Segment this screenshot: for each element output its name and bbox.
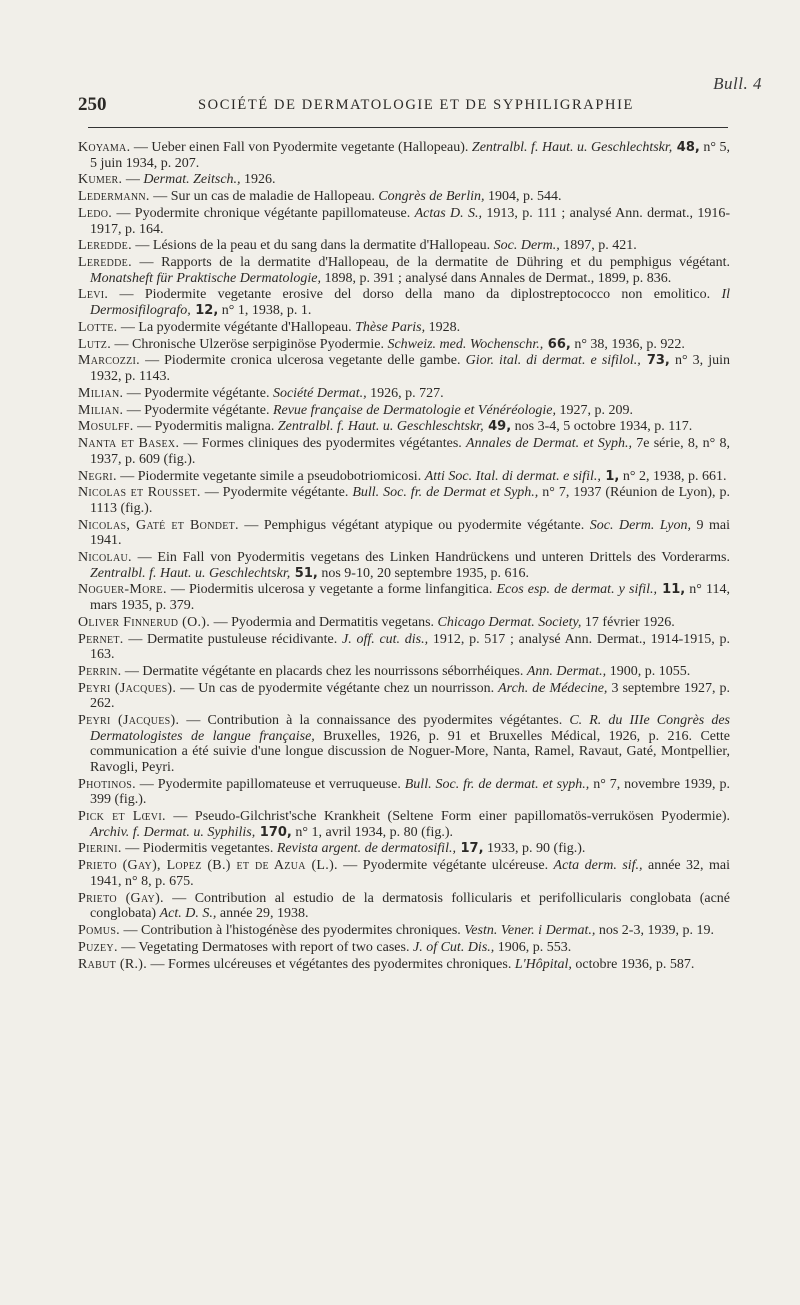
entry-volume: 12, <box>190 303 219 319</box>
entry-author: Nicolau. <box>78 550 132 566</box>
entry-details: n° 7, novembre 1939, p. 399 (fig.). <box>90 776 730 808</box>
entry-details: 1898, p. 391 ; analysé dans Annales de Dermat., 1899, p. 836. <box>320 270 672 286</box>
entry-details: 1933, p. 90 (fig.). <box>483 841 586 857</box>
entry-title: — Lésions de la peau et du sang dans la dermatite d'Hallopeau. <box>131 238 494 254</box>
entry-volume: 11, <box>657 582 686 598</box>
entry-title: — Piodermitis vegetantes. <box>121 841 277 857</box>
entry-source: Ecos esp. de dermat. y sifil., <box>496 582 658 598</box>
entry-title: — Pyodermite végétante. <box>200 485 353 501</box>
entry-details: 1912, p. 517 ; analysé Ann. Dermat., 1914-1915, p. 163. <box>90 631 731 663</box>
entry-source: Acta derm. sif., <box>553 858 643 874</box>
entry-title: — Piodermite cronica ulcerosa vegetante delle gambe. <box>139 353 466 369</box>
entry-author: Prieto (Gay), Lopez (B.) et de Azua (L.). <box>78 858 338 874</box>
entry-volume: 73, <box>640 353 670 369</box>
bibliography-entry <box>78 337 730 353</box>
entry-details: n° 114, mars 1935, p. 379. <box>90 582 730 613</box>
entry-source: Soc. Derm. Lyon, <box>589 517 691 533</box>
bibliography-entry <box>78 320 730 336</box>
bibliography-entry <box>78 189 730 205</box>
entry-volume: 49, <box>483 419 512 435</box>
entry-author: Kumer. <box>78 172 123 188</box>
entry-source: C. R. du IIIe Congrès des Dermatologistes de langue française, <box>90 713 730 744</box>
bibliography-entry <box>78 403 730 419</box>
bibliography-entry <box>78 777 730 808</box>
bibliography-entry <box>78 841 730 857</box>
entry-source: Thèse Paris, <box>355 319 426 335</box>
bibliography-entry <box>78 582 730 613</box>
entry-title: — Dermatite pustuleuse récidivante. <box>123 631 342 647</box>
entry-author: Nicolas et Rousset. <box>78 485 201 501</box>
entry-source: Zentralbl. f. Haut. u. Geschlechtskr, <box>90 565 291 581</box>
bibliography-entry <box>78 957 730 973</box>
entry-title: — Piodermite vegetante simile a pseudobotriomicosi. <box>116 468 425 484</box>
bibliography-entry <box>78 713 730 775</box>
entry-source: L'Hôpital, <box>514 956 572 972</box>
entry-author: Milian. <box>78 402 124 418</box>
entry-volume: 51, <box>290 565 318 581</box>
entry-details: 1927, p. 209. <box>555 402 633 418</box>
entry-source: Annales de Dermat. et Syph., <box>466 436 632 452</box>
entry-title: — Pyodermite végétante. <box>123 402 273 418</box>
entry-source: J. off. cut. dis., <box>342 631 429 647</box>
bibliography-entry <box>78 550 730 581</box>
entry-source: Vestn. Vener. i Dermat., <box>464 922 596 938</box>
entry-title: — Formes cliniques des pyodermites végétantes. <box>179 436 467 452</box>
entry-title: — Ueber einen Fall von Pyodermite vegetante (Hallopeau). <box>130 140 472 155</box>
entry-source: Bull. Soc. fr. de Dermat et Syph., <box>352 485 539 501</box>
entry-author: Lutz. <box>78 336 111 352</box>
entry-author: Koyama. <box>78 140 131 155</box>
entry-source: Ann. Dermat., <box>526 663 607 679</box>
entry-details: n° 7, 1937 (Réunion de Lyon), p. 1113 (fig.). <box>90 485 731 516</box>
entry-details: n° 1, 1938, p. 1. <box>218 303 312 319</box>
entry-author: Perrin. <box>78 663 122 679</box>
bibliography-entry <box>78 255 730 286</box>
entry-author: Milian. <box>78 385 124 401</box>
bibliography-entry <box>78 469 730 485</box>
entry-title: — Pyodermite végétante ulcéreuse. <box>337 858 554 874</box>
entry-author: Mosulff. <box>78 419 134 435</box>
entry-title: — Contribution à l'histogénèse des pyodermites chroniques. <box>119 922 465 938</box>
header-rule <box>88 127 728 128</box>
entry-source: Bull. Soc. fr. de dermat. et syph., <box>404 776 590 792</box>
entry-author: Marcozzi. <box>78 353 140 369</box>
entry-source: Dermat. Zeitsch., <box>143 172 241 188</box>
entry-author: Pernet. <box>78 631 124 647</box>
entry-source: Congrès de Berlin, <box>378 189 485 205</box>
bibliography-entry <box>78 485 730 516</box>
bibliography-entry <box>78 140 730 171</box>
entry-author: Pomus. <box>78 922 120 938</box>
entry-details: 1897, p. 421. <box>559 238 637 254</box>
entry-details: 17 février 1926. <box>581 614 675 630</box>
page-number: 250 <box>78 94 107 115</box>
entry-details: nos 2-3, 1939, p. 19. <box>595 922 714 938</box>
entry-title: — Pyodermite chronique végétante papillomateuse. <box>112 205 415 221</box>
entry-author: Levi. <box>78 287 109 303</box>
entry-source: Revista argent. de dermatosifil., <box>276 841 456 857</box>
entry-volume: 66, <box>543 336 571 352</box>
bibliography-entry <box>78 206 730 237</box>
running-title: SOCIÉTÉ DE DERMATOLOGIE ET DE SYPHILIGRAPHIE <box>198 97 634 113</box>
entry-author: Puzey. <box>78 939 118 955</box>
entry-source: Archiv. f. Dermat. u. Syphilis, <box>90 824 256 840</box>
entry-source: Zentralbl. f. Haut. u. Geschleschtskr, <box>277 419 484 435</box>
entry-details: 1904, p. 544. <box>484 189 562 205</box>
bibliography-entry <box>78 681 730 712</box>
entry-details: n° 5, 5 juin 1934, p. 207. <box>90 140 730 171</box>
entry-source: Il Dermosifilografo, <box>90 287 730 319</box>
entry-author: Pierini. <box>78 841 122 857</box>
entry-author: Leredde. <box>78 238 132 254</box>
entry-source: Chicago Dermat. Society, <box>437 614 582 630</box>
entry-author: Ledermann. <box>78 189 150 205</box>
entry-title: — Un cas de pyodermite végétante chez un nourrisson. <box>176 680 499 696</box>
bibliography-entry <box>78 386 730 402</box>
bibliography-entry <box>78 664 730 680</box>
handwritten-note: Bull. 4 <box>713 74 762 93</box>
entry-details: 1913, p. 111 ; analysé Ann. dermat., 1916-1917, p. 164. <box>90 205 731 237</box>
entry-title: — Pyodermite papillomateuse et verruqueuse. <box>135 776 405 792</box>
entry-details: n° 3, juin 1932, p. 1143. <box>90 353 730 384</box>
entry-source: Act. D. S., <box>159 906 217 922</box>
entry-details: n° 1, avril 1934, p. 80 (fig.). <box>291 824 454 840</box>
entry-details: Bruxelles, 1926, p. 91 et Bruxelles Médical, 1926, p. 216. Cette communication a été suivie d'une longue discussion de Noguer-More, Nanta, Ramel, Ravaut, Gaté, Montpellier, Ravogli, Peyri. <box>90 728 731 775</box>
entry-author: Nicolas, Gaté et Bondet. <box>78 517 239 533</box>
entry-title: — Chronische Ulzeröse serpiginöse Pyodermie. <box>111 336 388 352</box>
entry-title: — Piodermitis ulcerosa y vegetante a forme linfangitica. <box>166 582 497 598</box>
entry-source: Société Dermat., <box>272 385 367 401</box>
entry-author: Nanta et Basex. <box>78 436 180 452</box>
bibliography-list <box>78 140 730 973</box>
bibliography-entry <box>78 353 730 384</box>
bibliography-entry <box>78 809 730 840</box>
entry-title: — Contribution al estudio de la dermatosis follicularis et perifollicularis conglobata (acné conglobata) <box>90 890 731 922</box>
entry-author: Leredde. <box>78 255 132 271</box>
entry-details: n° 38, 1936, p. 922. <box>570 336 685 352</box>
entry-details: nos 3-4, 5 octobre 1934, p. 117. <box>511 419 693 435</box>
entry-details: n° 2, 1938, p. 661. <box>619 468 727 484</box>
entry-title: — Pseudo-Gilchrist'sche Krankheit (Seltene Form einer papillomatös-verrukösen Pyodermie). <box>165 809 730 825</box>
bibliography-entry <box>78 518 730 549</box>
entry-details: année 32, mai 1941, n° 8, p. 675. <box>90 858 730 889</box>
entry-author: Ledo. <box>78 205 113 221</box>
entry-author: Negri. <box>78 468 117 484</box>
entry-title: — Pyodermite végétante. <box>123 385 273 401</box>
bibliography-entry <box>78 940 730 956</box>
entry-source: Gior. ital. di dermat. e sifilol., <box>465 353 641 369</box>
bibliography-entry <box>78 287 730 318</box>
entry-title: — Dermatite végétante en placards chez les nourrissons séborrhéiques. <box>121 663 527 679</box>
entry-title: — Sur un cas de maladie de Hallopeau. <box>149 189 379 205</box>
entry-title: — Pyodermitis maligna. <box>133 419 278 435</box>
entry-author: Peyri (Jacques). <box>78 680 177 696</box>
entry-details: nos 9-10, 20 septembre 1935, p. 616. <box>317 565 529 581</box>
entry-details: 7e série, 8, n° 8, 1937, p. 609 (fig.). <box>90 436 730 467</box>
bibliography-entry <box>78 419 730 435</box>
entry-author: Oliver Finnerud (O.). <box>78 614 211 630</box>
entry-source: J. of Cut. Dis., <box>412 939 495 955</box>
entry-details: 1926, p. 727. <box>366 385 444 401</box>
entry-source: Atti Soc. Ital. di dermat. e sifil., <box>424 468 601 484</box>
entry-title: — Pemphigus végétant atypique ou pyodermite végétante. <box>238 517 590 533</box>
bibliography-entry <box>78 632 730 663</box>
entry-details: 3 septembre 1927, p. 262. <box>90 680 730 712</box>
entry-author: Peyri (Jacques). <box>78 713 180 729</box>
entry-title: — Vegetating Dermatoses with report of two cases. <box>117 939 413 955</box>
entry-source: Arch. de Médecine, <box>498 680 608 696</box>
entry-title: — Piodermite vegetante erosive del dorso della mano da diplostreptococco non emolitico. <box>108 287 722 303</box>
entry-details: 1900, p. 1055. <box>606 663 691 679</box>
entry-author: Lotte. <box>78 319 118 335</box>
entry-author: Rabut (R.). <box>78 956 148 972</box>
entry-volume: 17, <box>455 841 484 857</box>
entry-author: Pick et Lœvi. <box>78 809 166 825</box>
entry-details: 1926. <box>240 172 276 188</box>
entry-details: 1906, p. 553. <box>494 939 572 955</box>
entry-title: — Ein Fall von Pyodermitis vegetans des Linken Handrückens und unteren Drittels des Vorderarms. <box>131 550 730 566</box>
entry-title: — Rapports de la dermatite d'Hallopeau, de la dermatite de Dühring et du pemphigus végétant. <box>131 255 730 271</box>
entry-source: Monatsheft für Praktische Dermatologie, <box>90 270 321 286</box>
bibliography-entry <box>78 238 730 254</box>
entry-source: Revue française de Dermatologie et Vénéréologie, <box>272 402 556 418</box>
entry-source: Actas D. S., <box>414 205 483 221</box>
entry-title: — La pyodermite végétante d'Hallopeau. <box>117 319 356 335</box>
entry-volume: 1, <box>600 468 620 484</box>
entry-details: 9 mai 1941. <box>90 517 730 549</box>
bibliography-entry <box>78 891 730 922</box>
entry-source: Soc. Derm., <box>493 238 560 254</box>
bibliography-entry <box>78 436 730 467</box>
entry-title: — Formes ulcéreuses et végétantes des pyodermites chroniques. <box>147 956 515 972</box>
entry-title: — <box>122 172 144 188</box>
entry-source: Schweiz. med. Wochenschr., <box>387 336 544 352</box>
bibliography-entry <box>78 858 730 889</box>
bibliography-entry <box>78 172 730 188</box>
entry-title: — Contribution à la connaissance des pyodermites végétantes. <box>179 713 570 729</box>
entry-volume: 48, <box>672 140 700 155</box>
bibliography-entry <box>78 923 730 939</box>
page-header <box>78 94 728 118</box>
entry-details: octobre 1936, p. 587. <box>571 956 695 972</box>
entry-details: année 29, 1938. <box>216 906 309 922</box>
entry-author: Noguer-More. <box>78 582 167 598</box>
entry-details: 1928. <box>425 319 461 335</box>
bibliography-entry <box>78 615 730 631</box>
entry-title: — Pyodermia and Dermatitis vegetans. <box>210 614 438 630</box>
entry-author: Prieto (Gay). <box>78 890 164 906</box>
entry-author: Photinos. <box>78 776 136 792</box>
entry-volume: 170, <box>255 824 292 840</box>
entry-source: Zentralbl. f. Haut. u. Geschlechtskr, <box>471 140 673 155</box>
